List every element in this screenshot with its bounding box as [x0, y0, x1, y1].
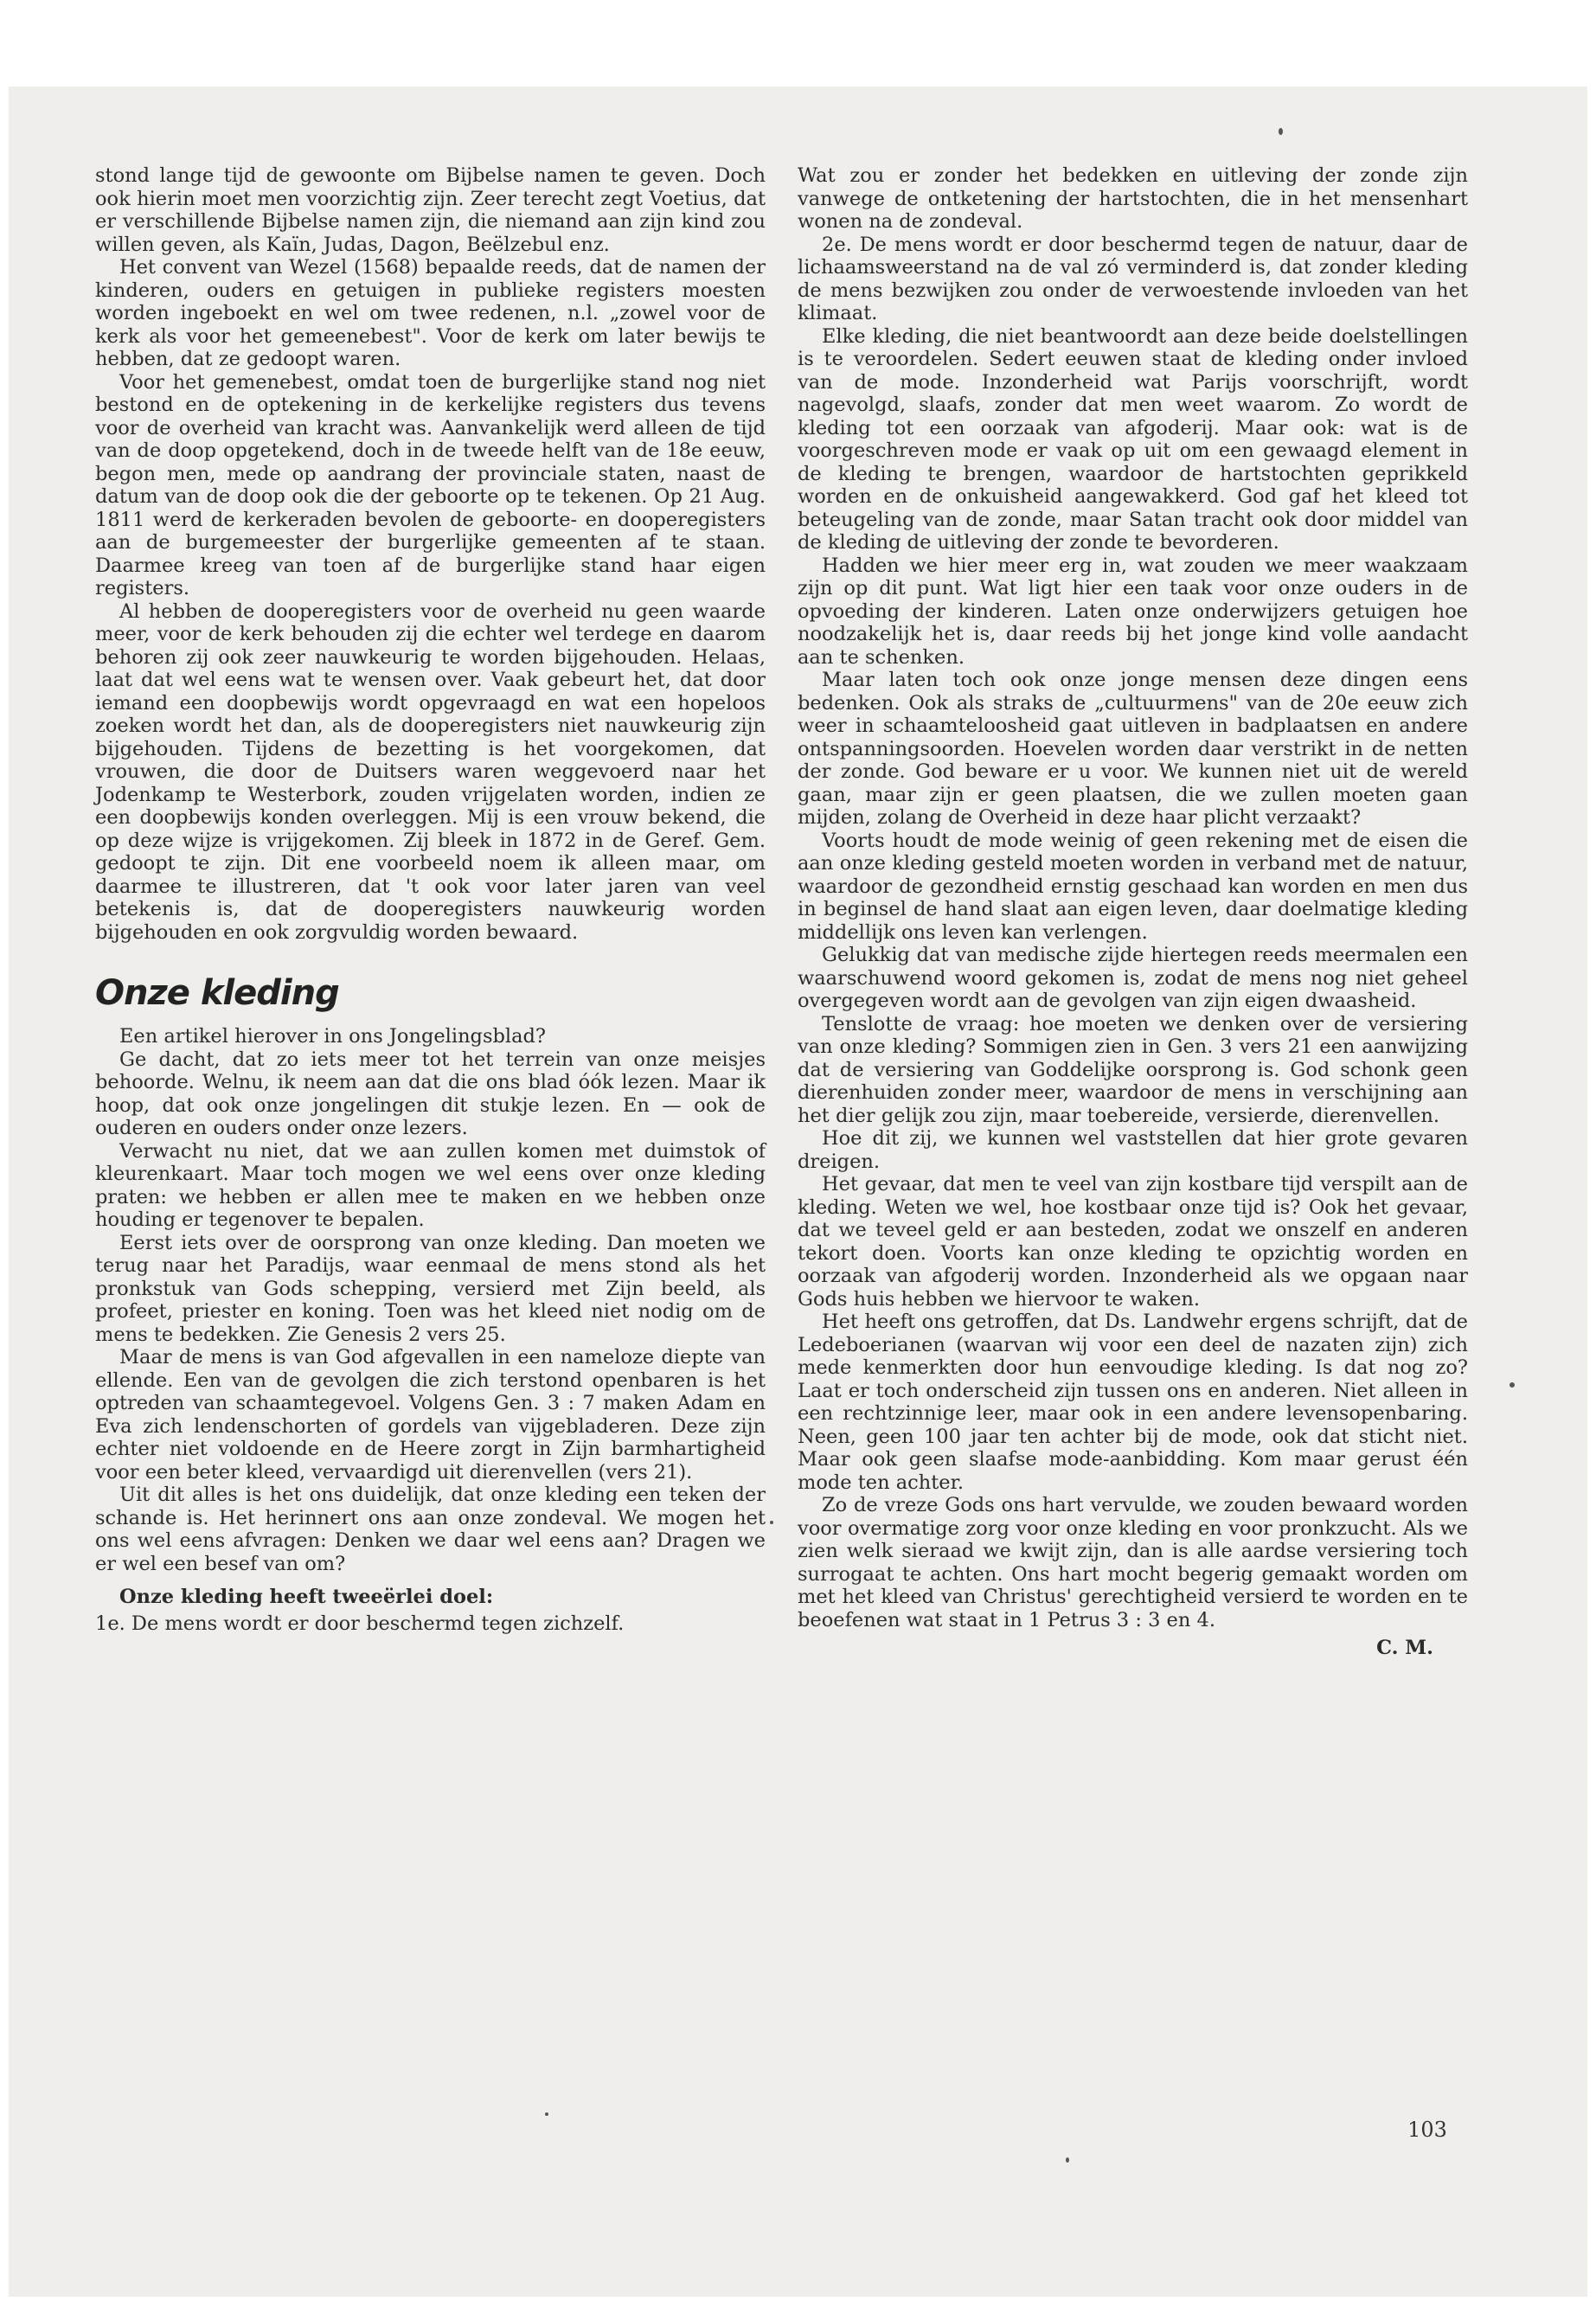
scan-speck — [1509, 1382, 1515, 1388]
paragraph: Hoe dit zij, we kunnen wel vaststellen dat hier grote gevaren dreigen. — [798, 1127, 1468, 1173]
paragraph: stond lange tijd de gewoonte om Bijbelse namen te geven. Doch ook hierin moet men voorzichtig zijn. Zeer terecht zegt Voetius, dat er verschillende Bijbelse namen zijn, die niemand aan zijn kind zou willen geven, als Kaïn, Judas, Dagon, Beëlzebul enz. — [95, 164, 766, 256]
paragraph: Voorts houdt de mode weinig of geen rekening met de eisen die aan onze kleding gesteld moeten worden in verband met de natuur, waardoor de gezondheid ernstig geschaad kan worden en men dus in beginsel de hand slaat aan eigen leven, daar doelmatige kleding middellijk ons leven kan verlengen. — [798, 829, 1468, 944]
paragraph: Al hebben de dooperegisters voor de overheid nu geen waarde meer, voor de kerk behouden zij die echter wel terdege en daarom behoren zij ook zeer nauwkeurig te worden bijgehouden. Helaas, laat dat wel eens wat te wensen over. Vaak gebeurt het, dat door iemand een doopbewijs wordt opgevraagd en wat een hopeloos zoeken wordt het dan, als de dooperegisters niet nauwkeurig zijn bijgehouden. Tijdens de bezetting is het voorgekomen, dat vrouwen, die door de Duitsers waren weggevoerd naar het Jodenkamp te Westerbork, zouden vrijgelaten worden, indien ze een doopbewijs konden overleggen. Mij is een vrouw bekend, die op deze wijze is vrijgekomen. Zij bleek in 1872 in de Geref. Gem. gedoopt te zijn. Dit ene voorbeeld noem ik alleen maar, om daarmee te illustreren, dat 't ook voor later jaren van veel betekenis is, dat de dooperegisters nauwkeurig worden bijgehouden en ook zorgvuldig worden bewaard. — [95, 599, 766, 944]
paragraph: Het convent van Wezel (1568) bepaalde reeds, dat de namen der kinderen, ouders en getuigen in publieke registers moesten worden ingeboekt en wel om twee redenen, n.l. „zowel voor de kerk als voor het gemeenebest". Voor de kerk om later bewijs te hebben, dat ze gedoopt waren. — [95, 256, 766, 370]
paragraph: 2e. De mens wordt er door beschermd tegen de natuur, daar de lichaamsweerstand na de val zó verminderd is, dat zonder kleding de mens bezwijken zou onder de verwoestende invloeden van het klimaat. — [798, 233, 1468, 324]
scan-speck — [545, 2112, 548, 2116]
scan-speck — [770, 1521, 773, 1524]
page-number: 103 — [1407, 2118, 1447, 2142]
article-heading: Onze kleding — [95, 973, 339, 1013]
paragraph: Maar de mens is van God afgevallen in een nameloze diepte van ellende. Een van de gevolgen die zich terstond openbaren is het optreden van schaamtegevoel. Volgens Gen. 3 : 7 maken Adam en Eva zich lendenschorten of gordels van vijgebladeren. Deze zijn echter niet voldoende en de Heere zorgt in Zijn barmhartigheid voor een beter kleed, vervaardigd uit dierenvellen (vers 21). — [95, 1346, 766, 1484]
paragraph: Voor het gemenebest, omdat toen de burgerlijke stand nog niet bestond en de optekening in de kerkelijke registers dus tevens voor de overheid van kracht was. Aanvankelijk werd alleen de tijd van de doop opgetekend, doch in de tweede helft van de 18e eeuw, begon men, mede op aandrang der provinciale staten, naast de datum van de doop ook die der geboorte op te tekenen. Op 21 Aug. 1811 werd de kerkeraden bevolen de geboorte- en dooperegisters aan de burgemeester der burgerlijke gemeenten af te staan. Daarmee kreeg van toen af de burgerlijke stand haar eigen registers. — [95, 370, 766, 599]
paragraph: Verwacht nu niet, dat we aan zullen komen met duimstok of kleurenkaart. Maar toch mogen we wel eens over onze kleding praten: we hebben er allen mee te maken en we hebben onze houding er tegenover te bepalen. — [95, 1139, 766, 1231]
paragraph: Wat zou er zonder het bedekken en uitleving der zonde zijn vanwege de ontketening der hartstochten, die in het mensenhart wonen na de zondeval. — [798, 164, 1468, 233]
paragraph: Eerst iets over de oorsprong van onze kleding. Dan moeten we terug naar het Paradijs, waar eenmaal de mens stond als het pronkstuk van Gods schepping, versierd met Zijn beeld, als profeet, priester en koning. Toen was het kleed niet nodig om de mens te bedekken. Zie Genesis 2 vers 25. — [95, 1231, 766, 1346]
scan-speck — [1279, 128, 1283, 135]
right-column — [798, 164, 1468, 1660]
paragraph: Maar laten toch ook onze jonge mensen deze dingen eens bedenken. Ook als straks de „cultuurmens" van de 20e eeuw zich weer in schaamteloosheid gaat uitleven in badplaatsen en andere ontspanningsoorden. Hoevelen worden daar verstrikt in de netten der zonde. God beware er u voor. We kunnen niet uit de wereld gaan, maar zijn er geen plaatsen, die we zullen moeten gaan mijden, zolang de Overheid in deze haar plicht verzaakt? — [798, 669, 1468, 829]
paragraph: Ge dacht, dat zo iets meer tot het terrein van onze meisjes behoorde. Welnu, ik neem aan dat die ons blad óók lezen. Maar ik hoop, dat ook onze jongelingen dit stukje lezen. En — ook de ouderen en ouders onder onze lezers. — [95, 1048, 766, 1139]
paragraph: Elke kleding, die niet beantwoordt aan deze beide doelstellingen is te veroordelen. Sedert eeuwen staat de kleding onder invloed van de mode. Inzonderheid wat Parijs voorschrijft, wordt nagevolgd, slaafs, zonder dat men weet waarom. Zo wordt de kleding tot een oorzaak van afgoderij. Maar ook: wat is de voorgeschreven mode er vaak op uit om een gewaagd element in de kleding te brengen, waardoor de hartstochten geprikkeld worden en de onkuisheid aangewakkerd. God gaf het kleed tot beteugeling van de zonde, maar Satan tracht ook door middel van de kleding de uitleving der zonde te bevorderen. — [798, 324, 1468, 554]
purpose-item-1: 1e. De mens wordt er door beschermd tegen zichzelf. — [95, 1612, 625, 1635]
author-signature: C. M. — [1376, 1637, 1433, 1659]
paragraph: Gelukkig dat van medische zijde hiertegen reeds meermalen een waarschuwend woord gekomen is, zodat de mens nog niet geheel overgegeven wordt aan de gevolgen van zijn eigen dwaasheid. — [798, 944, 1468, 1012]
paragraph: Een artikel hierover in ons Jongelingsblad? — [119, 1025, 546, 1048]
paragraph: Tenslotte de vraag: hoe moeten we denken over de versiering van onze kleding? Sommigen zien in Gen. 3 vers 21 een aanwijzing dat de versiering van Goddelijke oorsprong is. God schonk geen dierenhuiden zonder meer, waardoor de mens in verschijning aan het dier gelijk zou zijn, maar toebereide, versierde, dierenvellen. — [798, 1012, 1468, 1127]
left-column — [95, 164, 766, 1635]
paragraph: Uit dit alles is het ons duidelijk, dat onze kleding een teken der schande is. Het herinnert ons aan onze zondeval. We mogen het ons wel eens afvragen: Denken we daar wel eens aan? Dragen we er wel een besef van om? — [95, 1484, 766, 1575]
scan-speck — [1066, 2157, 1069, 2163]
paragraph: Zo de vreze Gods ons hart vervulde, we zouden bewaard worden voor overmatige zorg voor onze kleding en voor pronkzucht. Als we zien welk sieraad we kwijt zijn, dan is alle aardse versiering toch surrogaat te achten. Ons hart mocht begerig gemaakt worden om met het kleed van Christus' gerechtigheid versierd te worden en te beoefenen wat staat in 1 Petrus 3 : 3 en 4. — [798, 1494, 1468, 1631]
purpose-line: Onze kleding heeft tweeërlei doel: — [119, 1586, 494, 1608]
paragraph: Het heeft ons getroffen, dat Ds. Landwehr ergens schrijft, dat de Ledeboerianen (waarvan wij voor een deel de nazaten zijn) zich mede kenmerkten door hun eenvoudige kleding. Is dat nog zo? Laat er toch onderscheid zijn tussen ons en anderen. Niet alleen in een rechtzinnige leer, maar ook in een andere levensopenbaring. Neen, geen 100 jaar ten achter bij de mode, ook dat sticht niet. Maar ook geen slaafse mode-aanbidding. Kom maar gerust één mode ten achter. — [798, 1311, 1468, 1494]
paragraph: Het gevaar, dat men te veel van zijn kostbare tijd verspilt aan de kleding. Weten we wel, hoe kostbaar onze tijd is? Ook het gevaar, dat we teveel geld er aan besteden, zodat we onszelf en anderen tekort doen. Voorts kan onze kleding te opzichtig worden en oorzaak van afgoderij worden. Inzonderheid als we opgaan naar Gods huis hebben we hiervoor te waken. — [798, 1173, 1468, 1311]
paragraph: Hadden we hier meer erg in, wat zouden we meer waakzaam zijn op dit punt. Wat ligt hier een taak voor onze ouders in de opvoeding der kinderen. Laten onze onderwijzers getuigen hoe noodzakelijk het is, daar reeds bij het jonge kind volle aandacht aan te schenken. — [798, 554, 1468, 669]
